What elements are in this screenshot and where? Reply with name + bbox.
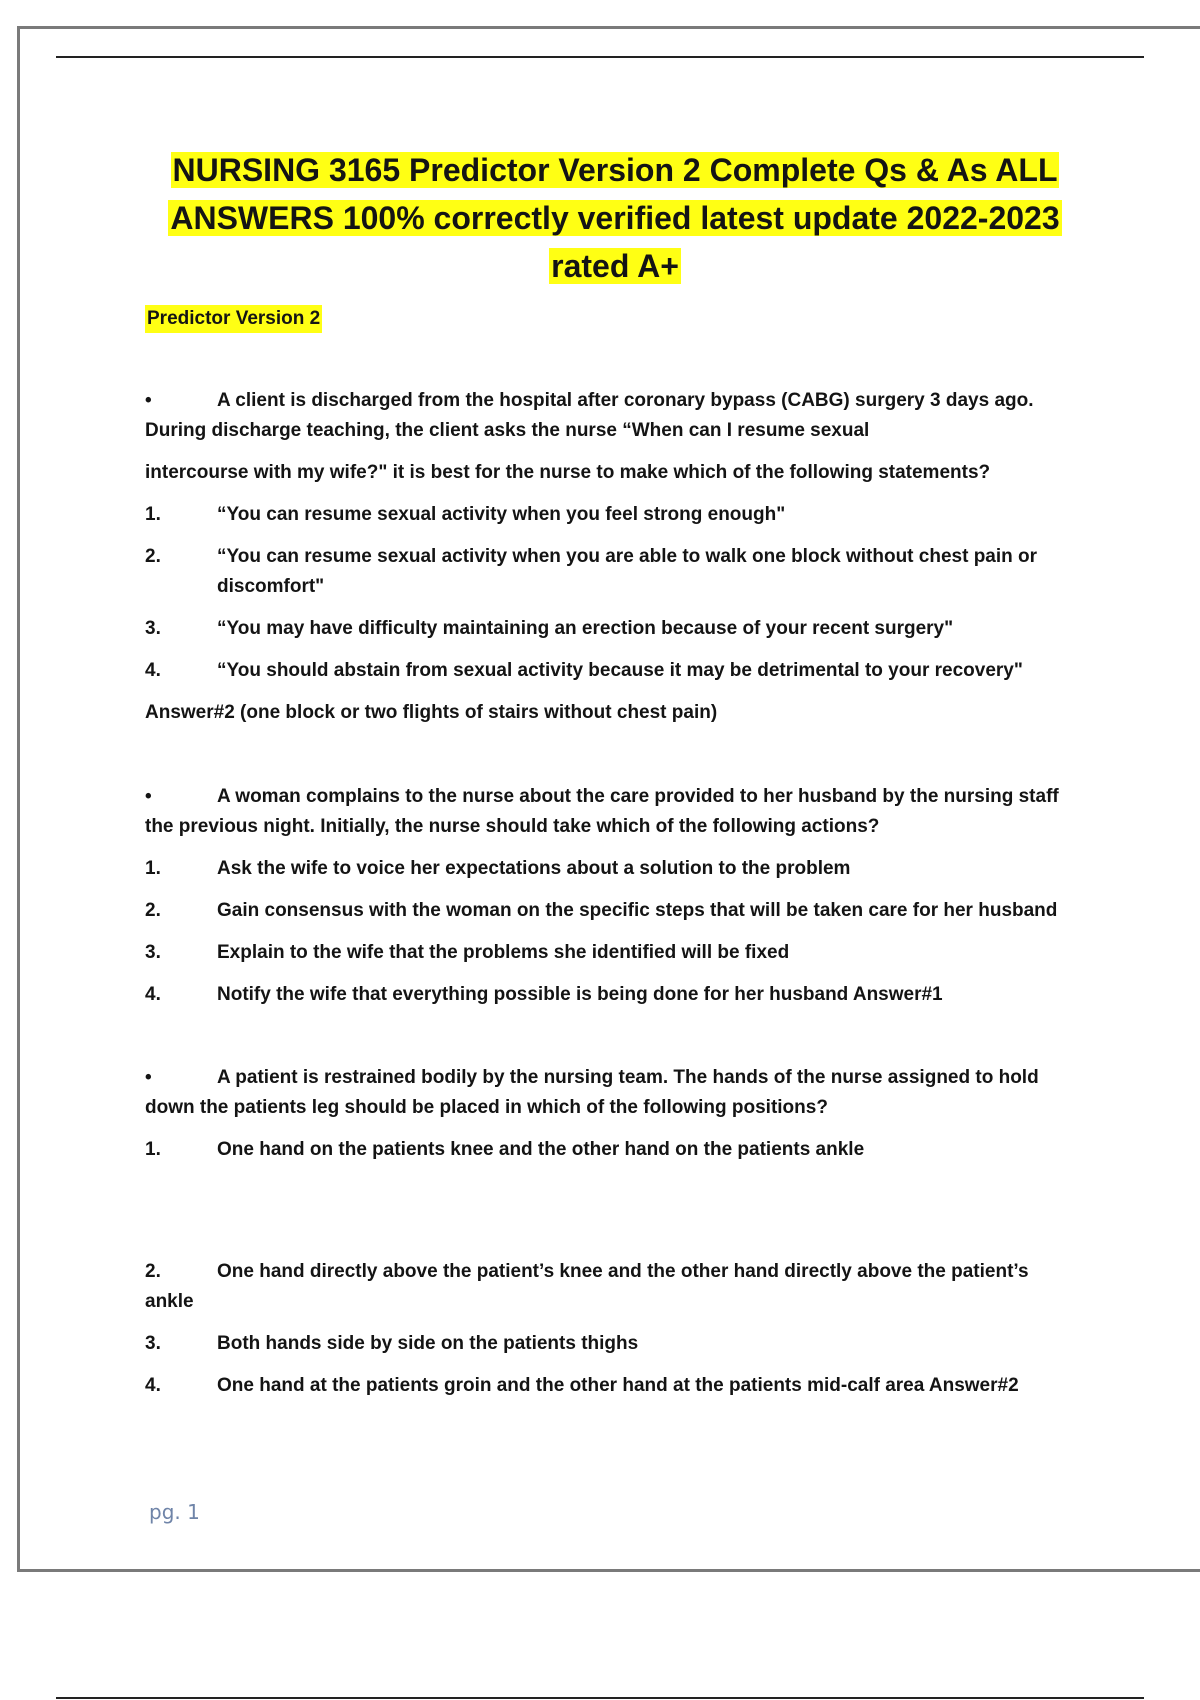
option-3 xyxy=(145,614,1080,644)
option-1 xyxy=(145,500,1080,530)
option-number: 3. xyxy=(145,942,161,963)
option-4 xyxy=(145,656,1080,686)
title-line-3: rated A+ xyxy=(551,248,679,284)
option-number: 3. xyxy=(145,618,161,639)
question-stem-text: A client is discharged from the hospital after coronary bypass (CABG) surgery 3 days ago. During discharge teaching, the client asks the nurse “When can I resume sexual xyxy=(145,390,1034,441)
option-3 xyxy=(145,938,1080,968)
option-number: 3. xyxy=(145,1333,161,1354)
question-stem xyxy=(145,386,1080,446)
option-text: One hand on the patients knee and the other hand on the patients ankle xyxy=(217,1139,865,1160)
question-1 xyxy=(145,386,1080,728)
option-text: One hand directly above the patient’s knee and the other hand directly above the patient’s ankle xyxy=(145,1261,1029,1312)
question-stem-continued: intercourse with my wife?" it is best for the nurse to make which of the following statements? xyxy=(145,462,991,483)
header-rule xyxy=(56,56,1144,58)
title-line-2: ANSWERS 100% correctly verified latest update 2022-2023 xyxy=(170,200,1060,236)
option-1 xyxy=(145,854,1080,884)
option-4 xyxy=(145,980,1080,1010)
option-text: “You may have difficulty maintaining an erection because of your recent surgery" xyxy=(217,618,954,639)
title-line-1: NURSING 3165 Predictor Version 2 Complete Qs & As ALL xyxy=(172,152,1058,188)
section-subtitle: Predictor Version 2 xyxy=(145,305,322,333)
option-number: 4. xyxy=(145,984,161,1005)
option-3 xyxy=(145,1329,1080,1359)
option-number: 1. xyxy=(145,504,161,525)
footer-rule xyxy=(56,1697,1144,1699)
option-number: 4. xyxy=(145,660,161,681)
option-number: 4. xyxy=(145,1375,161,1396)
option-text: “You can resume sexual activity when you feel strong enough" xyxy=(217,504,786,525)
option-number: 1. xyxy=(145,1139,161,1160)
question-3 xyxy=(145,1063,1080,1401)
question-2 xyxy=(145,782,1080,1010)
option-2 xyxy=(145,542,1080,602)
option-text: Both hands side by side on the patients thighs xyxy=(217,1333,639,1354)
option-number: 2. xyxy=(145,546,161,567)
option-text: One hand at the patients groin and the other hand at the patients mid-calf area Answer#2 xyxy=(217,1375,1019,1396)
option-text: “You should abstain from sexual activity because it may be detrimental to your recovery" xyxy=(217,660,1023,681)
option-4 xyxy=(145,1371,1080,1401)
option-2 xyxy=(145,896,1080,926)
option-text: Gain consensus with the woman on the specific steps that will be taken care for her husband xyxy=(217,900,1058,921)
question-stem-text: A patient is restrained bodily by the nursing team. The hands of the nurse assigned to hold down the patients leg should be placed in which of the following positions? xyxy=(145,1067,1039,1118)
option-text: Ask the wife to voice her expectations about a solution to the problem xyxy=(217,858,851,879)
question-stem xyxy=(145,782,1080,842)
bullet-icon: • xyxy=(145,786,152,807)
option-number: 2. xyxy=(145,1261,161,1282)
option-1 xyxy=(145,1135,1080,1165)
page-number: pg. 1 xyxy=(149,1500,200,1524)
document-title xyxy=(140,146,1090,290)
answer-text: Answer#2 (one block or two flights of stairs without chest pain) xyxy=(145,702,718,723)
option-2 xyxy=(145,1257,1080,1317)
bullet-icon: • xyxy=(145,390,152,411)
option-text: Notify the wife that everything possible is being done for her husband Answer#1 xyxy=(217,984,943,1005)
question-stem-text: A woman complains to the nurse about the care provided to her husband by the nursing staff the previous night. Initially, the nurse should take which of the following actions? xyxy=(145,786,1059,837)
option-number: 1. xyxy=(145,858,161,879)
bullet-icon: • xyxy=(145,1067,152,1088)
option-text: Explain to the wife that the problems she identified will be fixed xyxy=(217,942,790,963)
option-number: 2. xyxy=(145,900,161,921)
question-stem xyxy=(145,1063,1080,1123)
option-text: “You can resume sexual activity when you are able to walk one block without chest pain or discomfort" xyxy=(217,546,1038,597)
